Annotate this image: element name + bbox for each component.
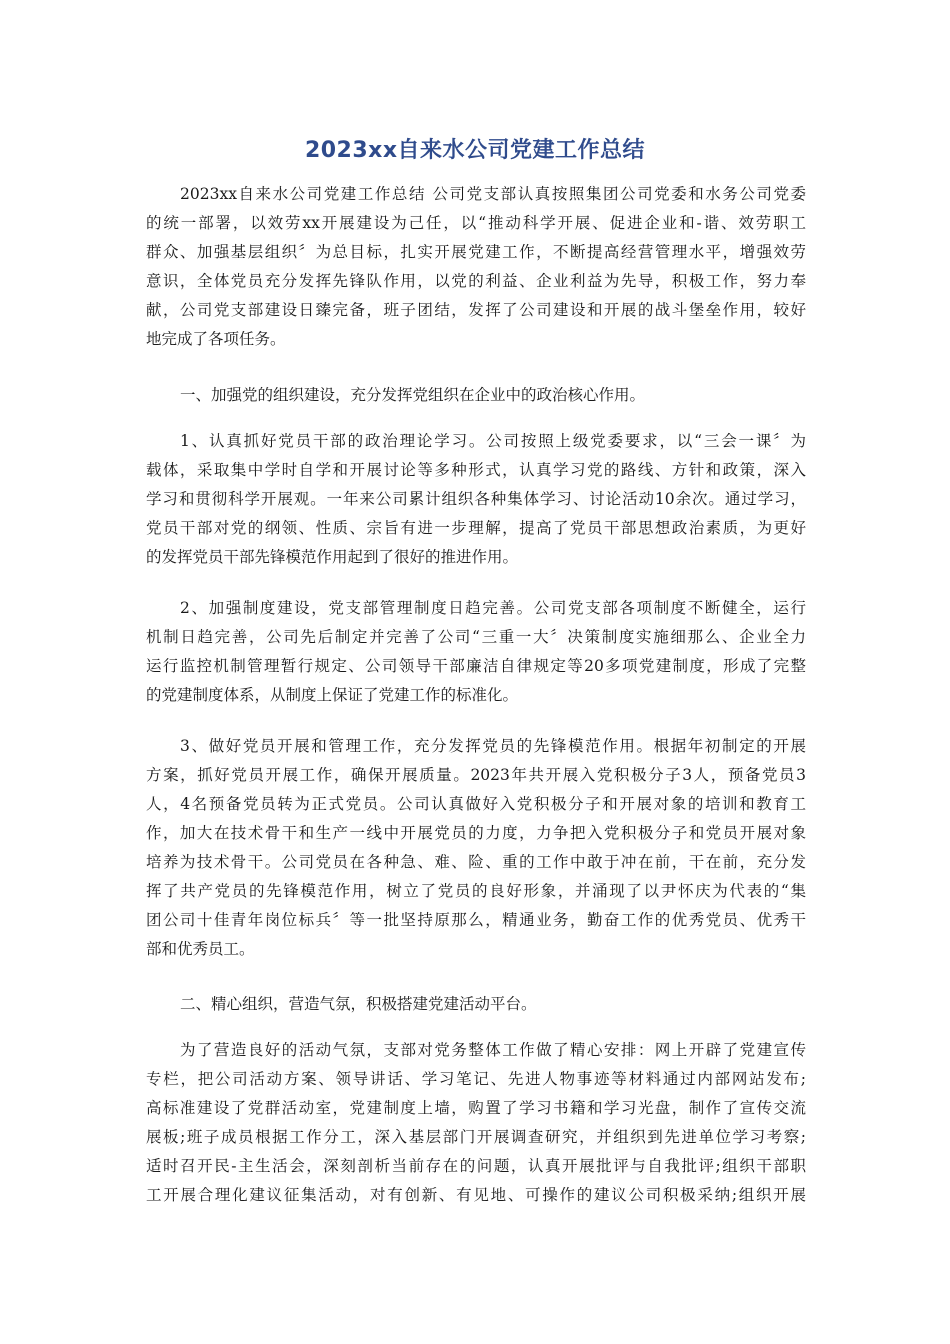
text-line: 献，公司党支部建设日臻完备，班子团结，发挥了公司建设和开展的战斗堡垒作用，较好 — [146, 301, 806, 319]
text-line: 2023xx自来水公司党建工作总结 公司党支部认真按照集团公司党委和水务公司党委 — [180, 185, 806, 203]
text-line: 意识，全体党员充分发挥先锋队作用，以党的利益、企业利益为先导，积极工作，努力奉 — [146, 272, 806, 290]
text-line: 机制日趋完善，公司先后制定并完善了公司“三重一大〞决策制度实施细那么、企业全力 — [146, 628, 806, 646]
text-line: 载体，采取集中学时自学和开展讨论等多种形式，认真学习党的路线、方针和政策，深入 — [146, 461, 806, 479]
text-line: 党员干部对党的纲领、性质、宗旨有进一步理解，提高了党员干部思想政治素质，为更好 — [146, 519, 806, 537]
document-title: 2023xx自来水公司党建工作总结 — [304, 138, 646, 163]
section-heading-2 — [146, 990, 806, 1019]
text-line: 培养为技术骨干。公司党员在各种急、难、险、重的工作中敢于冲在前，干在前，充分发 — [146, 853, 806, 871]
text-line: 展板;班子成员根据工作分工，深入基层部门开展调查研究，并组织到先进单位学习考察; — [146, 1128, 806, 1146]
paragraph-intro — [146, 180, 806, 354]
text-line: 的党建制度体系，从制度上保证了党建工作的标准化。 — [146, 686, 519, 704]
text-line: 的发挥党员干部先锋模范作用起到了很好的推进作用。 — [146, 548, 519, 566]
text-line: 团公司十佳青年岗位标兵〞等一批坚持原那么，精通业务，勤奋工作的优秀党员、优秀干 — [146, 911, 806, 929]
text-line: 人，4名预备党员转为正式党员。公司认真做好入党积极分子和开展对象的培训和教育工 — [146, 795, 806, 813]
text-line: 方案，抓好党员开展工作，确保开展质量。2023年共开展入党积极分子3人，预备党员3 — [146, 766, 806, 784]
paragraph-item-2 — [146, 594, 806, 710]
text-line: 挥了共产党员的先锋模范作用，树立了党员的良好形象，并涌现了以尹怀庆为代表的“集 — [146, 882, 806, 900]
section-heading-1 — [146, 381, 806, 410]
paragraph-item-3 — [146, 732, 806, 964]
text-line: 地完成了各项任务。 — [146, 330, 286, 348]
text-line: 3、做好党员开展和管理工作，充分发挥党员的先锋模范作用。根据年初制定的开展 — [180, 737, 806, 755]
text-line: 高标准建设了党群活动室，党建制度上墙，购置了学习书籍和学习光盘，制作了宣传交流 — [146, 1099, 806, 1117]
text-line: 一、加强党的组织建设，充分发挥党组织在企业中的政治核心作用。 — [180, 386, 646, 404]
text-line: 2、加强制度建设，党支部管理制度日趋完善。公司党支部各项制度不断健全，运行 — [180, 599, 806, 617]
paragraph-activities — [146, 1036, 806, 1210]
text-line: 作，加大在技术骨干和生产一线中开展党员的力度，力争把入党积极分子和党员开展对象 — [146, 824, 806, 842]
text-line: 的统一部署，以效劳xx开展建设为己任，以“推动科学开展、促进企业和-谐、效劳职工 — [146, 214, 806, 232]
text-line: 适时召开民-主生活会，深刻剖析当前存在的问题，认真开展批评与自我批评;组织干部职 — [146, 1157, 806, 1175]
text-line: 工开展合理化建议征集活动，对有创新、有见地、可操作的建议公司积极采纳;组织开展 — [146, 1186, 806, 1204]
text-line: 运行监控机制管理暂行规定、公司领导干部廉洁自律规定等20多项党建制度，形成了完整 — [146, 657, 806, 675]
text-line: 二、精心组织，营造气氛，积极搭建党建活动平台。 — [180, 995, 537, 1013]
text-line: 专栏，把公司活动方案、领导讲话、学习笔记、先进人物事迹等材料通过内部网站发布; — [146, 1070, 806, 1088]
paragraph-item-1 — [146, 427, 806, 572]
text-line: 部和优秀员工。 — [146, 940, 255, 958]
text-line: 为了营造良好的活动气氛，支部对党务整体工作做了精心安排：网上开辟了党建宣传 — [180, 1041, 806, 1059]
text-line: 学习和贯彻科学开展观。一年来公司累计组织各种集体学习、讨论活动10余次。通过学习， — [146, 490, 806, 508]
text-line: 群众、加强基层组织〞为总目标，扎实开展党建工作，不断提高经营管理水平，增强效劳 — [146, 243, 806, 261]
text-line: 1、认真抓好党员干部的政治理论学习。公司按照上级党委要求，以“三会一课〞为 — [180, 432, 806, 450]
